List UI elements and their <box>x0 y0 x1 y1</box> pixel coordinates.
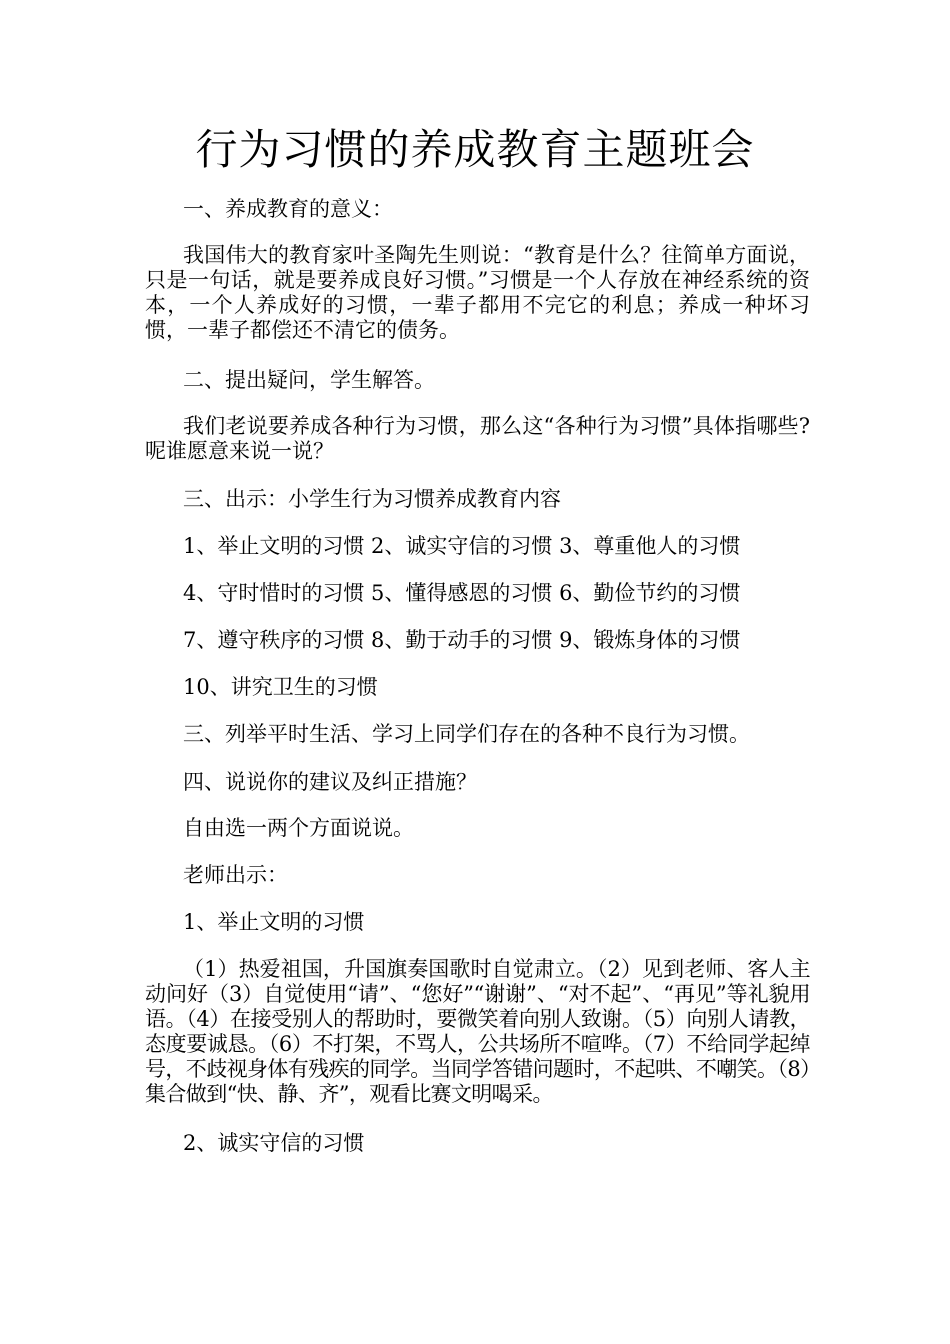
paragraph-civilized-manners-items: （1）热爱祖国，升国旗奏国歌时自觉肃立。（2）见到老师、客人主动问好（3）自觉使用“请”、“您好”“谢谢”、“对不起”、“再见”等礼貌用语。（4）在接受别人的帮助时，要微笑着向别人致谢。（5）向别人请教，态度要诚恳。（6）不打架，不骂人，公共场所不喧哗。（7）不给同学起绰号，不歧视身体有残疾的同学。当同学答错问题时，不起哄、不嘲笑。（8）集合做到“快、静、齐”，观看比赛文明喝采。 <box>145 957 810 1106</box>
habit-list-row-3: 7、遵守秩序的习惯 8、勤于动手的习惯 9、锻炼身体的习惯 <box>183 628 741 652</box>
section-heading-show-content: 三、出示：小学生行为习惯养成教育内容 <box>183 487 561 511</box>
habit-list-row-1: 1、举止文明的习惯 2、诚实守信的习惯 3、尊重他人的习惯 <box>183 534 741 558</box>
habit-list-row-4: 10、讲究卫生的习惯 <box>183 675 378 699</box>
document-title: 行为习惯的养成教育主题班会 <box>195 125 755 174</box>
subheading-honesty: 2、诚实守信的习惯 <box>183 1131 365 1155</box>
section-heading-questions: 二、提出疑问，学生解答。 <box>183 368 435 392</box>
subheading-civilized-manners: 1、举止文明的习惯 <box>183 910 365 934</box>
paragraph-ye-shengtao-quote: 我国伟大的教育家叶圣陶先生则说：“教育是什么？往简单方面说，只是一句话，就是要养成良好习惯。”习惯是一个人存放在神经系统的资本，一个人养成好的习惯，一辈子都用不完它的利息；养成一种坏习惯，一辈子都偿还不清它的债务。 <box>145 243 810 342</box>
paragraph-which-habits: 我们老说要养成各种行为习惯，那么这“各种行为习惯”具体指哪些?呢谁愿意来说一说？ <box>145 414 810 463</box>
habit-list-row-2: 4、守时惜时的习惯 5、懂得感恩的习惯 6、勤俭节约的习惯 <box>183 581 741 605</box>
paragraph-free-choice: 自由选一两个方面说说。 <box>183 816 414 840</box>
paragraph-teacher-shows: 老师出示： <box>183 863 288 887</box>
section-heading-bad-habits: 三、列举平时生活、学习上同学们存在的各种不良行为习惯。 <box>183 722 750 746</box>
section-heading-suggestions: 四、说说你的建议及纠正措施？ <box>183 770 477 794</box>
section-heading-significance: 一、养成教育的意义： <box>183 197 393 221</box>
